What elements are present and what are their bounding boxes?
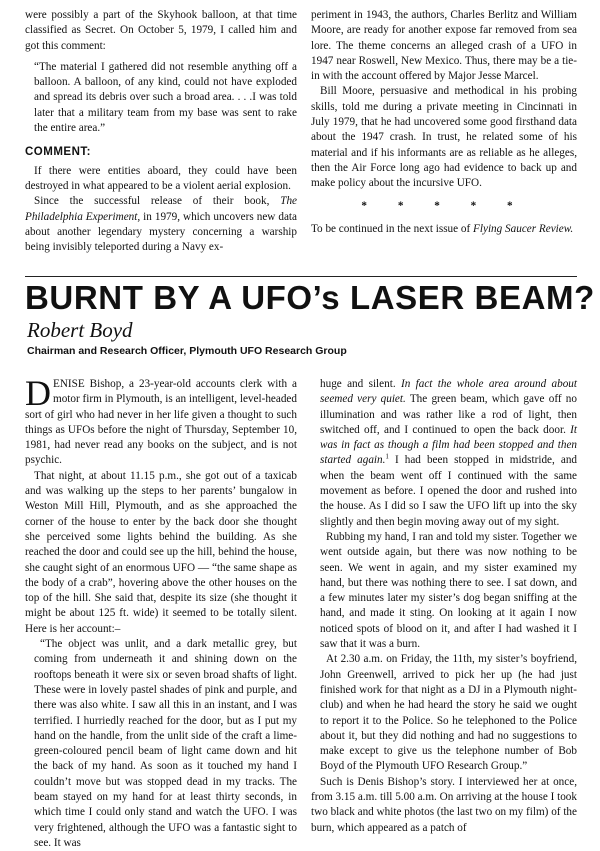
quote-paragraph: At 2.30 a.m. on Friday, the 11th, my sister’s boyfriend, John Greenwell, arrived to pick her up (he had just finished work for that night as a DJ in a Plymouth night-club) and when he had heard the story he said we ought to report it to the Police. So he telephoned to the Police about it, but they did nothing and had no suggestions to make except to give us the telephone number of Bob Boyd of the Plymouth UFO Research Group.” <box>320 653 577 773</box>
top-left-column <box>25 8 297 255</box>
quote-paragraph: huge and silent. In fact the whole area around about seemed very quiet. The green beam, which gave off no illumination and was rather like a rod of light, then switched off, and I continued to open the back door. It was in fact as though a film had been stopped and then started again.$^1$ I had been stopped in midstride, and when the beam went off I continued with the same movement as before. I opened the door and rushed into the house. As I did so I saw the UFO lift up into the sky slightly and then begin moving away out of my sight. <box>320 378 578 528</box>
drop-cap: D <box>25 373 51 413</box>
paragraph: If there were entities aboard, they could have been destroyed in what appeared to be a violent aerial explosion. <box>25 164 297 192</box>
paragraph: were possibly a part of the Skyhook balloon, at that time classified as Secret. On October 5, 1979, I called him and got this comment: <box>25 9 297 52</box>
lead-paragraph: DENISE Bishop, a 23-year-old accounts clerk with a motor firm in Plymouth, is an intelligent, level-headed sort of girl who had never in her life given a thought to such things as UFOs before the night of Thursday, September 10, 1981, had never read any books on the subject, and is not psychic. <box>25 373 297 467</box>
book-title: The Philadelphia Experiment, <box>25 195 297 223</box>
article-right-column <box>311 377 577 836</box>
quote-paragraph: “The object was unlit, and a dark metallic grey, but coming from underneath it and shining down on the rooftops beneath it were six or seven broad shafts of light. These were in lovely pastel shades of pink and purple, and there was also white. I saw all this in an instant, and I was terrified. I hurriedly reached for the door, but as I put my hand on the handle, from the unlit side of the craft a lime-green-coloured pencil beam of light came down and hit the back of my hand. As soon as it touched my hand I couldn’t move but was stopped dead in my tracks. The beam stayed on my hand for at least thirty seconds, in which time I could only stand and watch the UFO. I was very frightened, although the UFO was a fantastic sight to see. It was <box>34 638 297 849</box>
paragraph: Since the successful release of their book, The Philadelphia Experiment, in 1979, which uncovers new data about another legendary mystery concerning a warship being invisibly teleported during a Navy ex- <box>25 195 297 254</box>
author-affiliation: Chairman and Research Officer, Plymouth UFO Research Group <box>27 345 347 357</box>
quote-paragraph: Rubbing my hand, I ran and told my sister. Together we went outside again, but there was now nothing to be seen. We went in again, and my sister examined my hand, but there was nothing there to see. I sat down, and a few minutes later my sister’s dog began sniffing at the hand, and made it sting. On looking at it again I now noticed spots of blood on it, and after I had washed it I saw that it was a burn. <box>320 530 577 651</box>
comment-heading: COMMENT: <box>25 146 91 159</box>
section-break-stars: * * * * * <box>361 199 527 212</box>
paragraph: That night, at about 11.15 p.m., she got out of a taxicab and was walking up the steps to her parents’ bungalow in Weston Mill Hill, Plymouth, and as she approached the corner of the house to enter by the back door she thought she perceived some lights behind the building. As she reached the door and could see up the hill, behind the house, she caught sight of an enormous UFO — “the same shape as the body of a crab”, hovering above the other houses on the top of the hill. She said that, despite its size (she thought it might be about 125 ft. wide) it seemed to be totally silent. Here is her account:– <box>25 469 297 635</box>
section-divider <box>25 276 577 277</box>
quote-paragraph: “The material I gathered did not resemble anything off a balloon. A balloon, of any kind, could not have exploded and spread its debris over such a broad area. . . .I was told later that a military team from my base was sent to rake the entire area.” <box>34 60 297 135</box>
article-author: Robert Boyd <box>27 318 133 342</box>
footnote-marker: 1 <box>385 452 389 461</box>
paragraph: Such is Denis Bishop’s story. I interviewed her at once, from 3.15 a.m. till 5.00 a.m. On arriving at the house I took two black and white photos (the last two on my film) of the burn, which appeared as a patch of <box>311 775 577 834</box>
paragraph: Bill Moore, persuasive and methodical in his probing skills, told me during a private meeting in Cincinnati in July 1979, that he had uncovered some good firsthand data about the 1947 crash. In trust, he related some of his material and if his informants are as reliable as he alleges, then the Air Force long ago had evidence to back up and make policy about the incursive UFO. <box>311 85 577 190</box>
continued-note: To be continued in the next issue of Flying Saucer Review. <box>311 222 574 235</box>
paragraph: periment in 1943, the authors, Charles Berlitz and William Moore, are ready for another expose far removed from sea lore. The theme concerns an alleged crash of a UFO in 1947 near Roswell, New Mexico. Thus, there may be a tie-in with the account offered by Major Jesse Marcel. <box>311 9 577 83</box>
article-left-column <box>25 373 297 851</box>
top-right-column <box>311 8 577 237</box>
article-headline: BURNT BY A UFO’s LASER BEAM? <box>25 279 595 316</box>
